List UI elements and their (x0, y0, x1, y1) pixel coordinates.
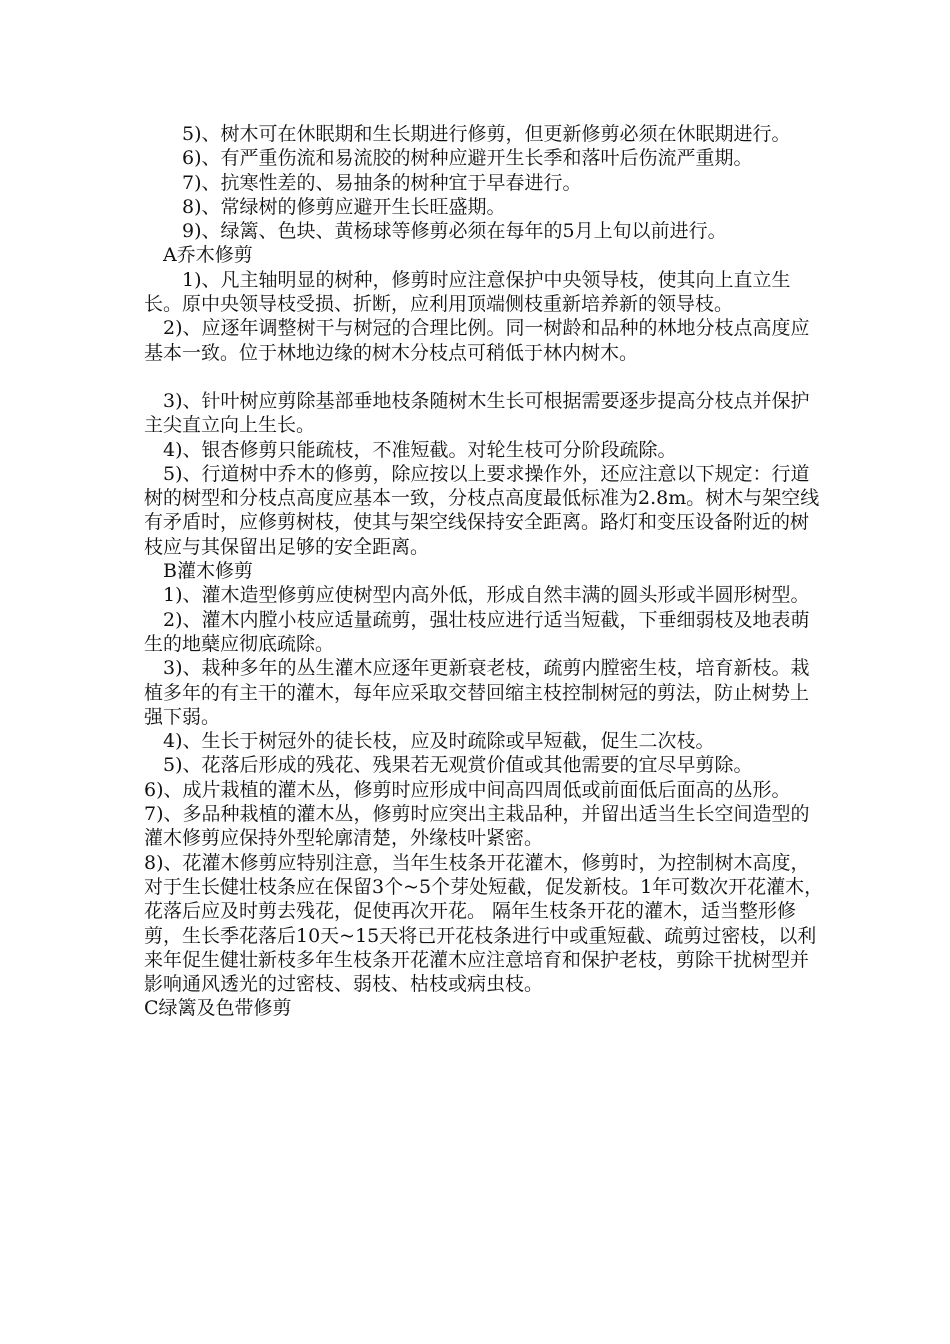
document-page (144, 122, 824, 1021)
paragraph: 2)、应逐年调整树干与树冠的合理比例。同一树龄和品种的林地分枝点高度应基本一致。位于林地边缘的树木分枝点可稍低于林内树木。 (144, 317, 810, 364)
section-heading: C绿篱及色带修剪 (144, 997, 292, 1020)
paragraph-spacer (144, 365, 824, 389)
section-heading: A乔木修剪 (163, 244, 253, 267)
paragraph: 4)、生长于树冠外的徒长枝，应及时疏除或早短截，促生二次枝。 (163, 730, 715, 753)
paragraph: 7)、多品种栽植的灌木丛，修剪时应突出主栽品种，并留出适当生长空间造型的灌木修剪应保持外型轮廓清楚，外缘枝叶紧密。 (144, 803, 810, 850)
paragraph: 5)、行道树中乔木的修剪，除应按以上要求操作外，还应注意以下规定：行道树的树型和分枝点高度应基本一致，分枝点高度最低标准为2.8m。树木与架空线有矛盾时，应修剪树枝，使其与架空线保持安全距离。路灯和变压设备附近的树枝应与其保留出足够的安全距离。 (144, 462, 820, 558)
paragraph: 5)、树木可在休眠期和生长期进行修剪，但更新修剪必须在休眠期进行。 (182, 123, 791, 145)
paragraph: 3)、栽种多年的丛生灌木应逐年更新衰老枝，疏剪内膛密生枝，培育新枝。栽植多年的有主干的灌木，每年应采取交替回缩主枝控制树冠的剪法，防止树势上强下弱。 (144, 657, 810, 728)
paragraph: 7)、抗寒性差的、易抽条的树种宜于早春进行。 (182, 171, 582, 194)
section-heading: B灌木修剪 (163, 560, 253, 583)
paragraph: 6)、成片栽植的灌木丛，修剪时应形成中间高四周低或前面低后面高的丛形。 (144, 778, 791, 801)
paragraph: 4)、银杏修剪只能疏枝，不准短截。对轮生枝可分阶段疏除。 (163, 438, 677, 461)
paragraph: 9)、绿篱、色块、黄杨球等修剪必须在每年的5月上旬以前进行。 (182, 220, 727, 243)
paragraph: 8)、花灌木修剪应特别注意，当年生枝条开花灌木，修剪时，为控制树木高度，对于生长健壮枝条应在保留3个~5个芽处短截，促发新枝。1年可数次开花灌木，花落后应及时剪去残花，促使再次开花。 隔年生枝条开花的灌木，适当整形修剪，生长季花落后10天~15天将已开花枝条进行中或重短截、疏剪过密枝，以利来年促生健壮新枝多年生枝条开花灌木应注意培育和保护老枝，剪除干扰树型并影响通风透光的过密枝、弱枝、枯枝或病虫枝。 (144, 851, 824, 996)
paragraph: 5)、花落后形成的残花、残果若无观赏价值或其他需要的宜尽早剪除。 (163, 754, 753, 777)
paragraph: 2)、灌木内膛小枝应适量疏剪，强壮枝应进行适当短截，下垂细弱枝及地表萌生的地蘖应彻底疏除。 (144, 608, 810, 655)
paragraph: 1)、凡主轴明显的树种，修剪时应注意保护中央领导枝，使其向上直立生长。原中央领导枝受损、折断，应利用顶端侧枝重新培养新的领导枝。 (144, 268, 791, 316)
paragraph: 3)、针叶树应剪除基部垂地枝条随树木生长可根据需要逐步提高分枝点并保护主尖直立向上生长。 (144, 389, 810, 437)
paragraph: 6)、有严重伤流和易流胶的树种应避开生长季和落叶后伤流严重期。 (182, 147, 753, 170)
paragraph: 8)、常绿树的修剪应避开生长旺盛期。 (182, 195, 506, 218)
paragraph: 1)、灌木造型修剪应使树型内高外低，形成自然丰满的圆头形或半圆形树型。 (163, 584, 810, 607)
